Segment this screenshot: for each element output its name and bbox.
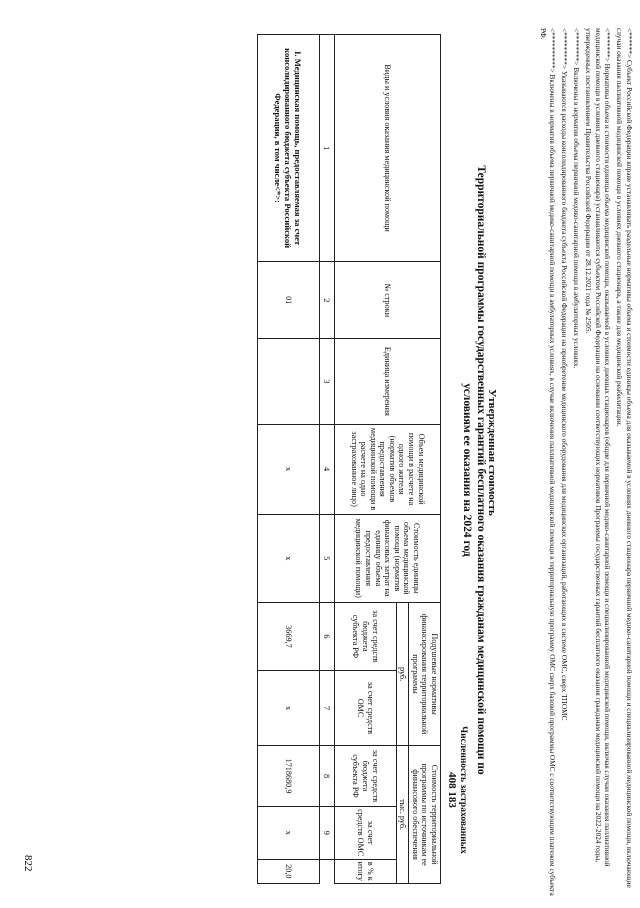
row-num: 01 [257,262,319,339]
population-value: 408 183 [446,772,458,808]
cost-table [257,34,441,884]
footnote-4: <*********> Указываются расходы консолидированного бюджета субъекта Российской Федерации на приобретение медицинского оборудования для медицинских организаций, работающих в системе ОМС, сверх ТПОМС [560,28,570,721]
header-total-group: Стоимость территориальной программы по источникам ее финансового обеспечения [409,746,441,884]
col-num-3: 3 [319,339,334,424]
footnote-3: <********> Включены в норматив объема первичной медико-санитарной помощи в амбулаторных условиях. [572,28,582,369]
row-unit [257,339,319,424]
col-num-9: 9 [319,806,334,859]
table-row [257,35,319,884]
document-title: Территориальной программы государственных гарантий бесплатного оказания гражданам медицинской помощи по условиям ее оказания на 2024 год [461,165,487,775]
header-sub-oms2: за счет средств ОМС [334,806,396,859]
row-pct: 20,0 [257,859,319,883]
col-num-5: 5 [319,514,334,602]
header-volume: Объем медицинской помощи в расчете на одного жителя (норматив объемов предоставления медицинской помощи в расчете на одно застрахованное лицо) [334,424,440,514]
row-total-oms: x [257,806,319,859]
col-num-7: 7 [319,670,334,745]
footnotes [536,28,634,908]
header-sub-oms: за счет средств ОМС [334,670,396,745]
row-total-budget: 1718680,9 [257,746,319,807]
row-percap-budget: 3669,7 [257,602,319,670]
header-percap-unit: руб. [396,602,409,745]
footnote-2: <*******> Нормативы объема и стоимости единицы объема медицинской помощи, оказываемой в условиях дневных стационаров (общие для первичной медико-санитарной помощи и специализированной медицинской помощи, включая случаи оказания паллиативной медицинской помощи в условиях дневного стационара) устанавливаются субъектом Российской Федерации на основании соответствующих нормативов Программы государственных гарантий бесплатного оказания гражданам медицинской помощи на 2022-2024 годы, утвержденных постановлением Правительства Российской Федерации от 28.12.2021 года № 2505. [583,28,613,867]
col-num-4: 4 [319,424,334,514]
footnote-1: <******> Субъект Российской Федерации вправе устанавливать раздельные нормативы объема и стоимости единицы объема для оказываемой в условиях дневного стационара первичной медико-санитарной помощи и специализированной медицинской помощи, включающие случаи оказания паллиативной медицинской помощи в условиях дневного стационара, а также для медицинской реабилитации. [615,28,634,888]
population-block [446,720,468,860]
header-sub-budget: за счет средств бюджета субъекта РФ [334,602,396,670]
header-sub-pct: в % к итогу [334,859,396,883]
header-unit: Единица измерения [334,339,440,424]
col-num-1: 1 [319,35,334,262]
col-num-2: 2 [319,262,334,339]
footnote-5: <**********> Включены в норматив объема первичной медико-санитарной помощи в амбулаторных условиях, в случае включения паллиативной медицинской помощи в территориальную программу ОМС сверх базовой программы ОМС с соответствующим платежом субъекта РФ. [538,28,558,896]
header-total-unit: тыс. руб. [396,746,409,884]
header-percap-group: Подушевые нормативы финансирования территориальной программы [409,602,441,745]
population-label: Численность застрахованных [458,726,468,854]
header-cost: Стоимость единицы объема медицинской помощи (норматив финансовых затрат на единицу объема предоставления медицинской помощи) [334,514,440,602]
page-number: 822 [22,855,34,872]
header-types: Виды и условия оказания медицинской помощи [334,35,440,262]
col-num-6: 6 [319,602,334,670]
col-num-8: 8 [319,746,334,807]
row-percap-oms: x [257,670,319,745]
header-rownum: № строки [334,262,440,339]
row-label: I. Медицинская помощь, предоставляемая за счет консолидированного бюджета субъекта Российской Федерации, в том числе<*>: [257,35,319,262]
approved-heading: Утвержденная стоимость [486,389,498,516]
row-volume: x [257,424,319,514]
header-sub-budget2: за счет средств бюджета субъекта РФ [334,746,396,807]
row-cost: x [257,514,319,602]
